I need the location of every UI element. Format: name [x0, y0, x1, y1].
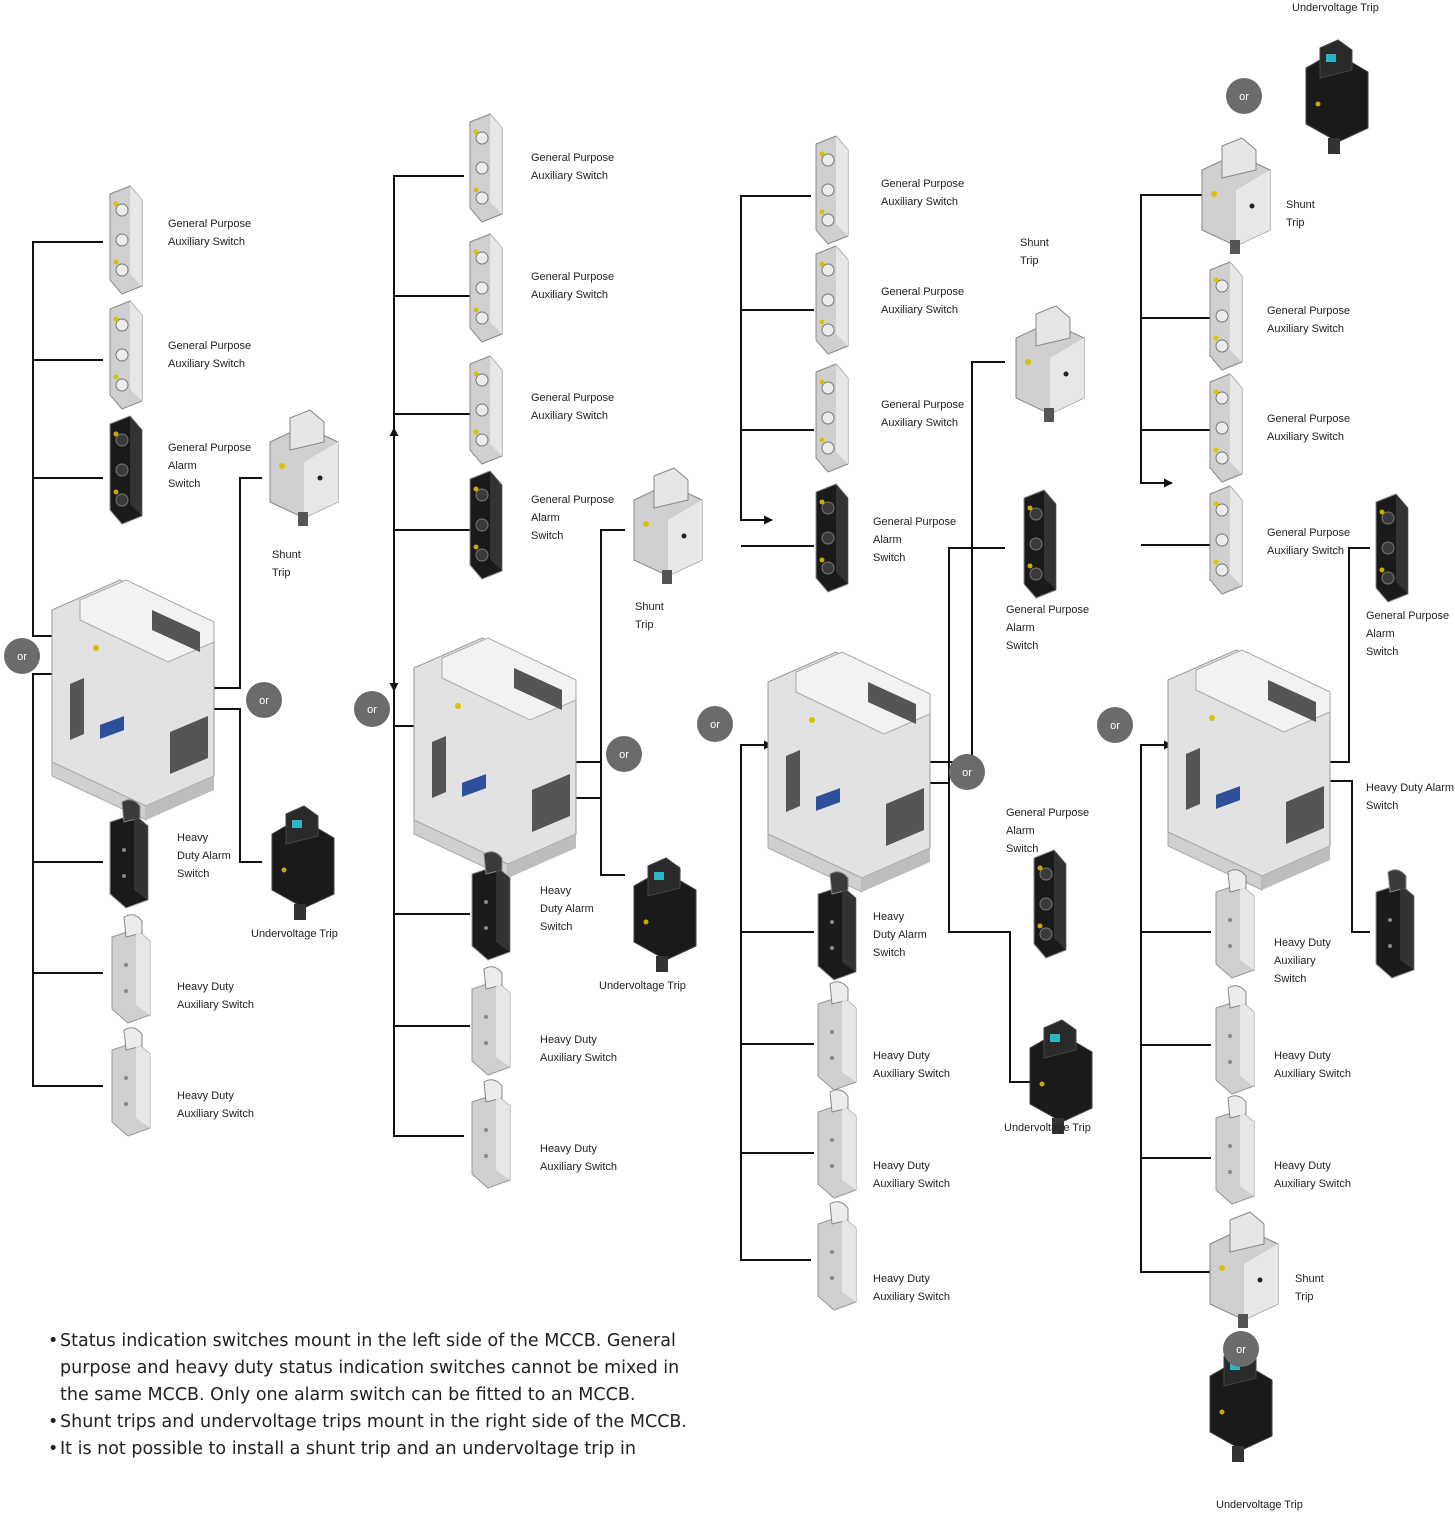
device-label — [531, 392, 614, 422]
label-line: Duty Alarm — [540, 903, 594, 915]
mccb-image — [52, 580, 214, 820]
label-line: General Purpose — [1006, 807, 1090, 819]
label-line: General Purpose — [168, 340, 252, 352]
label-line: Trip — [1295, 1291, 1314, 1303]
label-line: Alarm — [168, 460, 197, 472]
label-line: Auxiliary Switch — [540, 1052, 618, 1064]
label-line: Undervoltage Trip — [251, 928, 338, 940]
label-line: Auxiliary Switch — [531, 170, 609, 182]
left-top-branch — [33, 242, 103, 636]
device-label — [1006, 807, 1089, 855]
aux-switch-image — [470, 114, 502, 222]
aux-switch-image — [110, 301, 142, 409]
left-top-branch — [1141, 195, 1211, 483]
label-line: Switch — [531, 530, 564, 542]
or-badge-text: or — [17, 651, 27, 663]
or-badge-text: or — [1236, 1344, 1246, 1356]
device-label — [1216, 1499, 1303, 1511]
device-label — [540, 1143, 617, 1173]
device-label — [168, 218, 251, 248]
label-line: Shunt — [635, 601, 664, 613]
uv-trip-image — [634, 858, 696, 972]
alarm-switch-image — [110, 416, 142, 524]
label-line: General Purpose — [531, 392, 615, 404]
device-label — [881, 178, 964, 208]
label-line: Switch — [168, 478, 201, 490]
label-line: Heavy Duty — [177, 1090, 234, 1102]
label-line: Heavy — [873, 911, 905, 923]
device-label — [177, 981, 254, 1011]
mccb-image — [414, 638, 576, 878]
label-line: Alarm — [1006, 622, 1035, 634]
or-badge — [4, 638, 40, 674]
label-line: General Purpose — [881, 399, 965, 411]
label-line: General Purpose — [168, 442, 252, 454]
label-line: Auxiliary Switch — [881, 417, 959, 429]
label-line: Undervoltage Trip — [1004, 1122, 1091, 1134]
label-line: Heavy Duty — [540, 1143, 597, 1155]
device-label — [873, 1050, 950, 1080]
label-line: General Purpose — [531, 152, 615, 164]
label-line: Heavy Duty — [1274, 937, 1331, 949]
label-line: General Purpose — [881, 286, 965, 298]
alarm-switch-image — [470, 471, 502, 579]
installation-notes — [48, 1328, 688, 1463]
or-badge — [246, 682, 282, 718]
label-line: Auxiliary Switch — [531, 289, 609, 301]
aux-switch-image — [1210, 486, 1242, 594]
label-line: Switch — [873, 947, 906, 959]
or-badge-text: or — [962, 767, 972, 779]
device-label — [873, 911, 927, 959]
label-line: Duty Alarm — [177, 850, 231, 862]
shunt-trip-image — [1202, 138, 1270, 254]
label-line: Auxiliary Switch — [540, 1161, 618, 1173]
device-label — [873, 1160, 950, 1190]
label-line: Auxiliary Switch — [1267, 545, 1345, 557]
label-line: Trip — [1286, 217, 1305, 229]
device-label — [1286, 199, 1315, 229]
device-label — [873, 516, 956, 564]
label-line: General Purpose — [531, 271, 615, 283]
or-badge-text: or — [619, 749, 629, 761]
or-badge — [1223, 1331, 1259, 1367]
label-line: Auxiliary Switch — [168, 358, 246, 370]
or-badge — [606, 736, 642, 772]
label-line: Switch — [1366, 646, 1399, 658]
label-line: Shunt — [272, 549, 301, 561]
label-line: Alarm — [1006, 825, 1035, 837]
label-line: Switch — [873, 552, 906, 564]
device-label — [1295, 1273, 1324, 1303]
label-line: Switch — [1006, 640, 1039, 652]
device-label — [1274, 1160, 1351, 1190]
label-line: Auxiliary Switch — [1274, 1178, 1352, 1190]
aux-switch-image — [1210, 262, 1242, 370]
device-label — [177, 1090, 254, 1120]
or-badge-text: or — [259, 695, 269, 707]
label-line: Heavy Duty — [540, 1034, 597, 1046]
device-label — [531, 271, 614, 301]
uv-trip-image — [1306, 40, 1368, 154]
device-label — [1366, 610, 1449, 658]
label-line: General Purpose — [881, 178, 965, 190]
device-label — [881, 286, 964, 316]
aux-switch-image — [816, 136, 848, 244]
or-badge — [1097, 707, 1133, 743]
or-badge-text: or — [710, 719, 720, 731]
mccb-image — [1168, 650, 1330, 890]
hd-switch-image — [112, 915, 150, 1023]
device-label — [1020, 237, 1049, 267]
label-line: General Purpose — [1366, 610, 1450, 622]
mccb-image — [768, 652, 930, 892]
or-badge-text: or — [1239, 91, 1249, 103]
label-line: Alarm — [1366, 628, 1395, 640]
label-line: Heavy — [540, 885, 572, 897]
label-line: General Purpose — [1267, 413, 1351, 425]
device-label — [881, 399, 964, 429]
alarm-switch-image — [816, 484, 848, 592]
shunt-trip-image — [1210, 1212, 1278, 1328]
label-line: Switch — [1274, 973, 1307, 985]
hd-switch-image — [1216, 1096, 1254, 1204]
label-line: Shunt — [1295, 1273, 1324, 1285]
device-label — [873, 1273, 950, 1303]
alarm-switch-image — [1034, 850, 1066, 958]
device-label — [1267, 413, 1350, 443]
label-line: Heavy Duty — [873, 1273, 930, 1285]
label-line: Trip — [635, 619, 654, 631]
device-label — [1274, 937, 1331, 985]
hd-switch-image — [112, 1028, 150, 1136]
label-line: General Purpose — [1267, 527, 1351, 539]
device-label — [168, 442, 251, 490]
aux-switch-image — [816, 246, 848, 354]
label-line: Undervoltage Trip — [1216, 1499, 1303, 1511]
device-label — [540, 885, 594, 933]
or-badge — [949, 754, 985, 790]
aux-switch-image — [470, 234, 502, 342]
uv-trip-image — [1030, 1020, 1092, 1134]
label-line: Auxiliary Switch — [873, 1291, 951, 1303]
device-images — [52, 40, 1414, 1462]
shunt-trip-image — [270, 410, 338, 526]
label-line: General Purpose — [168, 218, 252, 230]
label-line: Auxiliary Switch — [531, 410, 609, 422]
label-line: Duty Alarm — [873, 929, 927, 941]
label-line: Alarm — [873, 534, 902, 546]
device-label — [599, 980, 686, 992]
device-label — [635, 601, 664, 631]
label-line: Heavy Duty — [873, 1050, 930, 1062]
label-line: Auxiliary Switch — [1267, 323, 1345, 335]
hd-switch-image — [472, 1080, 510, 1188]
device-label — [1292, 2, 1379, 14]
label-line: General Purpose — [1267, 305, 1351, 317]
device-label — [1004, 1122, 1091, 1134]
label-line: Heavy Duty — [1274, 1160, 1331, 1172]
note-2: • Shunt trips and undervoltage trips mount in the right side of the MCCB. — [48, 1409, 688, 1436]
device-label — [1006, 604, 1089, 652]
label-line: Heavy — [177, 832, 209, 844]
device-label — [531, 152, 614, 182]
label-line: Auxiliary Switch — [881, 304, 959, 316]
label-line: Shunt — [1286, 199, 1315, 211]
alarm-switch-image — [1024, 490, 1056, 598]
hd-switch-image — [818, 872, 856, 980]
device-label — [1274, 1050, 1351, 1080]
hd-switch-image — [1216, 870, 1254, 978]
label-line: General Purpose — [531, 494, 615, 506]
shunt-trip-image — [634, 468, 702, 584]
label-line: Alarm — [531, 512, 560, 524]
or-badge-text: or — [1110, 720, 1120, 732]
note-3: • It is not possible to install a shunt trip and an undervoltage trip in — [48, 1436, 688, 1463]
aux-switch-image — [816, 364, 848, 472]
label-line: Heavy Duty — [177, 981, 234, 993]
device-label — [251, 928, 338, 940]
aux-switch-image — [110, 186, 142, 294]
left-top-branch — [741, 196, 811, 520]
uv-trip-image — [272, 806, 334, 920]
alarm-switch-image — [1376, 494, 1408, 602]
device-label — [1267, 527, 1350, 557]
or-badge-text: or — [367, 704, 377, 716]
or-badge — [354, 691, 390, 727]
aux-switch-image — [1210, 374, 1242, 482]
label-line: Auxiliary Switch — [177, 1108, 255, 1120]
label-line: Auxiliary Switch — [873, 1068, 951, 1080]
label-line: Auxiliary Switch — [881, 196, 959, 208]
label-line: General Purpose — [873, 516, 957, 528]
label-line: General Purpose — [1006, 604, 1090, 616]
label-line: Switch — [540, 921, 573, 933]
label-line: Switch — [1366, 800, 1399, 812]
label-line: Auxiliary Switch — [168, 236, 246, 248]
label-line: Heavy Duty Alarm — [1366, 782, 1455, 794]
or-badge — [1226, 78, 1262, 114]
label-line: Trip — [1020, 255, 1039, 267]
label-line: Trip — [272, 567, 291, 579]
label-line: Undervoltage Trip — [1292, 2, 1379, 14]
label-line: Auxiliary Switch — [1274, 1068, 1352, 1080]
hd-switch-image — [818, 1202, 856, 1310]
label-line: Auxiliary Switch — [1267, 431, 1345, 443]
shunt-trip-image — [1016, 306, 1084, 422]
device-label — [540, 1034, 617, 1064]
label-line: Shunt — [1020, 237, 1049, 249]
label-line: Switch — [1006, 843, 1039, 855]
label-line: Auxiliary Switch — [177, 999, 255, 1011]
device-label — [168, 340, 251, 370]
device-label — [1366, 782, 1454, 812]
left-top-branch — [394, 176, 464, 691]
label-line: Heavy Duty — [1274, 1050, 1331, 1062]
device-label — [272, 549, 301, 579]
hd-switch-image — [818, 1090, 856, 1198]
label-line: Heavy Duty — [873, 1160, 930, 1172]
label-line: Auxiliary Switch — [873, 1178, 951, 1190]
hd-switch-image — [472, 967, 510, 1075]
device-label — [177, 832, 231, 880]
label-line: Undervoltage Trip — [599, 980, 686, 992]
label-line: Switch — [177, 868, 210, 880]
aux-switch-image — [470, 356, 502, 464]
label-line: Auxiliary — [1274, 955, 1316, 967]
note-1: • Status indication switches mount in the left side of the MCCB. General purpose and heavy duty status indication switches cannot be mixed in the same MCCB. Only one alarm switch can be fitted to an MCCB. — [48, 1328, 688, 1409]
hd-switch-image — [1376, 870, 1414, 978]
hd-switch-image — [1216, 986, 1254, 1094]
device-label — [1267, 305, 1350, 335]
hd-switch-image — [818, 982, 856, 1090]
or-badge — [697, 706, 733, 742]
